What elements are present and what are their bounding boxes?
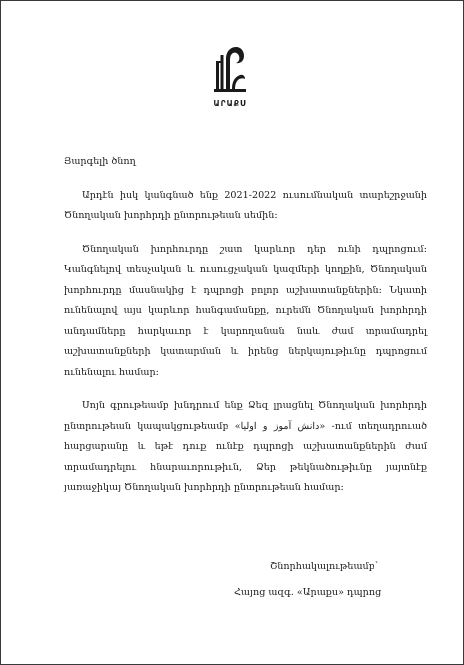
araks-emblem-icon [213, 45, 247, 97]
signature-thanks: Շնորհակալութեամբ՝ [270, 561, 379, 572]
logo-wordmark: ԱՐԱՔՍ [213, 99, 247, 108]
signature-school: Հայոց ազգ. «Արաքս» դպրոց [234, 587, 382, 598]
greeting: Յարգելի ծնող [64, 156, 136, 167]
paragraph-1: Արդէն իսկ կանգնած ենք 2021-2022 ուսումնական տարեշրջանի Ծնողական խորհրդի ընտրութեան սեմին։ [64, 189, 427, 221]
paragraph-3: Սոյն գրութեամբ խնդրում ենք Ձեզ լրացնել Ծնողական խորհրդի ընտրութեան կապակցութեամբ «دانش آموز و اولیا» -ում տեղադրուած հարցարանը և եթէ դուք ունէք դպրոցի աշխատանքներին ժամ տրամադրելու հնարաւորութիւն, Ձեր թեկնածութիւնը յայտնէք յառաջիկայ Ծնողական խորհրդի ընտրութեան համար։ [64, 400, 427, 493]
signature-block [234, 554, 414, 606]
school-logo [207, 45, 253, 117]
paragraph-2: Ծնողական խորհուրդը շատ կարևոր դեր ունի դպրոցում։ Կանգնելով տեսչական և ուսուցչական կազմերի կողքին, Ծնողական խորհուրդը մասնակից է դպրոցի բոլոր աշխատանքներին։ Նկատի ունենալով այս կարևոր հանգամանքը, ուրեմն Ծնողական խորհրդի անդամները հարկաւոր է կարողանան նաև ժամ տրամադրել աշխատանքների կատարման և իրենց ներկայութիւնը դպրոցում ունենալու համար։ [64, 243, 427, 378]
letter-body [64, 152, 427, 512]
